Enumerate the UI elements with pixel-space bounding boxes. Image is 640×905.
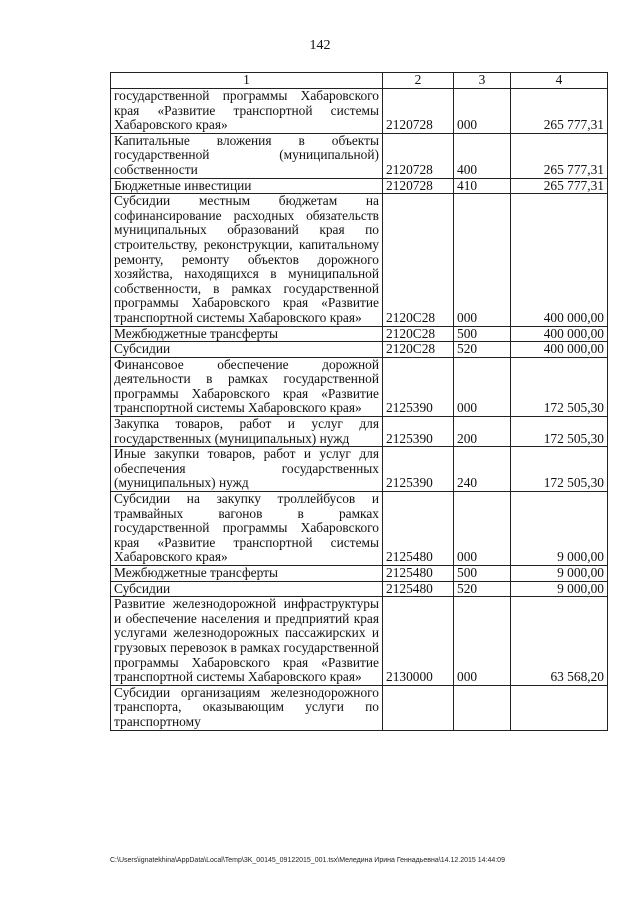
row-type-cell: 000: [454, 597, 511, 686]
row-type-cell: 000: [454, 492, 511, 566]
row-type-cell: 500: [454, 326, 511, 342]
row-name-cell: Иные закупки товаров, работ и услуг для обеспечения государственных (муниципальных) нужд: [111, 447, 383, 492]
row-type-cell: 200: [454, 417, 511, 447]
row-code-cell: 2125480: [383, 581, 454, 597]
header-cell-2: 2: [383, 73, 454, 89]
row-code-cell: 2120728: [383, 178, 454, 194]
row-name-cell: Бюджетные инвестиции: [111, 178, 383, 194]
row-sum-cell: 265 777,31: [511, 89, 608, 134]
row-sum-cell: 63 568,20: [511, 597, 608, 686]
row-name-cell: Субсидии местным бюджетам на софинансирование расходных обязательств муниципальных образований края по строительству, реконструкции, капитальному ремонту, ремонту объектов дорожного хозяйства, находящихся в муниципальной собственности, в рамках государственной программы Хабаровского края «Развитие транспортной системы Хабаровского края»: [111, 194, 383, 326]
row-name-cell: государственной программы Хабаровского края «Развитие транспортной системы Хабаровского края»: [111, 89, 383, 134]
table-row: [111, 492, 608, 566]
row-code-cell: 2120С28: [383, 194, 454, 326]
row-name-cell: Капитальные вложения в объекты государственной (муниципальной) собственности: [111, 133, 383, 178]
row-sum-cell: 400 000,00: [511, 326, 608, 342]
row-code-cell: [383, 685, 454, 730]
row-name-cell: Субсидии организациям железнодорожного транспорта, оказывающим услуги по транспортному: [111, 685, 383, 730]
row-code-cell: 2130000: [383, 597, 454, 686]
row-sum-cell: 172 505,30: [511, 357, 608, 416]
row-sum-cell: 265 777,31: [511, 133, 608, 178]
row-sum-cell: 9 000,00: [511, 492, 608, 566]
table-row: [111, 357, 608, 416]
row-type-cell: 000: [454, 194, 511, 326]
row-code-cell: 2125390: [383, 447, 454, 492]
row-name-cell: Межбюджетные трансферты: [111, 566, 383, 582]
row-sum-cell: 9 000,00: [511, 566, 608, 582]
row-code-cell: 2120С28: [383, 342, 454, 358]
table-row: [111, 685, 608, 730]
header-cell-4: 4: [511, 73, 608, 89]
row-code-cell: 2125480: [383, 492, 454, 566]
row-name-cell: Субсидии: [111, 581, 383, 597]
row-name-cell: Межбюджетные трансферты: [111, 326, 383, 342]
header-cell-1: 1: [111, 73, 383, 89]
row-sum-cell: 400 000,00: [511, 342, 608, 358]
table-row: [111, 566, 608, 582]
row-type-cell: [454, 685, 511, 730]
row-type-cell: 000: [454, 357, 511, 416]
row-type-cell: 410: [454, 178, 511, 194]
row-code-cell: 2120С28: [383, 326, 454, 342]
row-type-cell: 520: [454, 342, 511, 358]
row-type-cell: 520: [454, 581, 511, 597]
row-type-cell: 000: [454, 89, 511, 134]
header-cell-3: 3: [454, 73, 511, 89]
table-header-row: [111, 73, 608, 89]
row-name-cell: Субсидии: [111, 342, 383, 358]
table-row: [111, 194, 608, 326]
row-sum-cell: 9 000,00: [511, 581, 608, 597]
table-row: [111, 178, 608, 194]
table-row: [111, 326, 608, 342]
row-code-cell: 2125390: [383, 357, 454, 416]
file-path-footer: C:\Users\ignatekhina\AppData\Local\Temp\3K_00145_09122015_001.tsx\Меледина Ирина Геннадьевна\14.12.2015 14:44:09: [110, 857, 505, 864]
row-code-cell: 2125480: [383, 566, 454, 582]
table-row: [111, 89, 608, 134]
table-row: [111, 447, 608, 492]
page-number: 142: [309, 38, 331, 53]
row-sum-cell: [511, 685, 608, 730]
row-type-cell: 400: [454, 133, 511, 178]
row-code-cell: 2120728: [383, 89, 454, 134]
row-sum-cell: 400 000,00: [511, 194, 608, 326]
table-row: [111, 581, 608, 597]
row-name-cell: Субсидии на закупку троллейбусов и трамвайных вагонов в рамках государственной программы Хабаровского края «Развитие транспортной системы Хабаровского края»: [111, 492, 383, 566]
table-row: [111, 342, 608, 358]
row-type-cell: 240: [454, 447, 511, 492]
row-code-cell: 2120728: [383, 133, 454, 178]
row-code-cell: 2125390: [383, 417, 454, 447]
row-name-cell: Финансовое обеспечение дорожной деятельности в рамках государственной программы Хабаровского края «Развитие транспортной системы Хабаровского края»: [111, 357, 383, 416]
row-type-cell: 500: [454, 566, 511, 582]
table-row: [111, 417, 608, 447]
row-name-cell: Развитие железнодорожной инфраструктуры и обеспечение населения и предприятий края услугами железнодорожных пассажирских и грузовых перевозок в рамках государственной программы Хабаровского края «Развитие транспортной системы Хабаровского края»: [111, 597, 383, 686]
row-sum-cell: 265 777,31: [511, 178, 608, 194]
budget-table: [110, 72, 608, 731]
row-sum-cell: 172 505,30: [511, 447, 608, 492]
table-row: [111, 597, 608, 686]
table-row: [111, 133, 608, 178]
row-sum-cell: 172 505,30: [511, 417, 608, 447]
row-name-cell: Закупка товаров, работ и услуг для государственных (муниципальных) нужд: [111, 417, 383, 447]
